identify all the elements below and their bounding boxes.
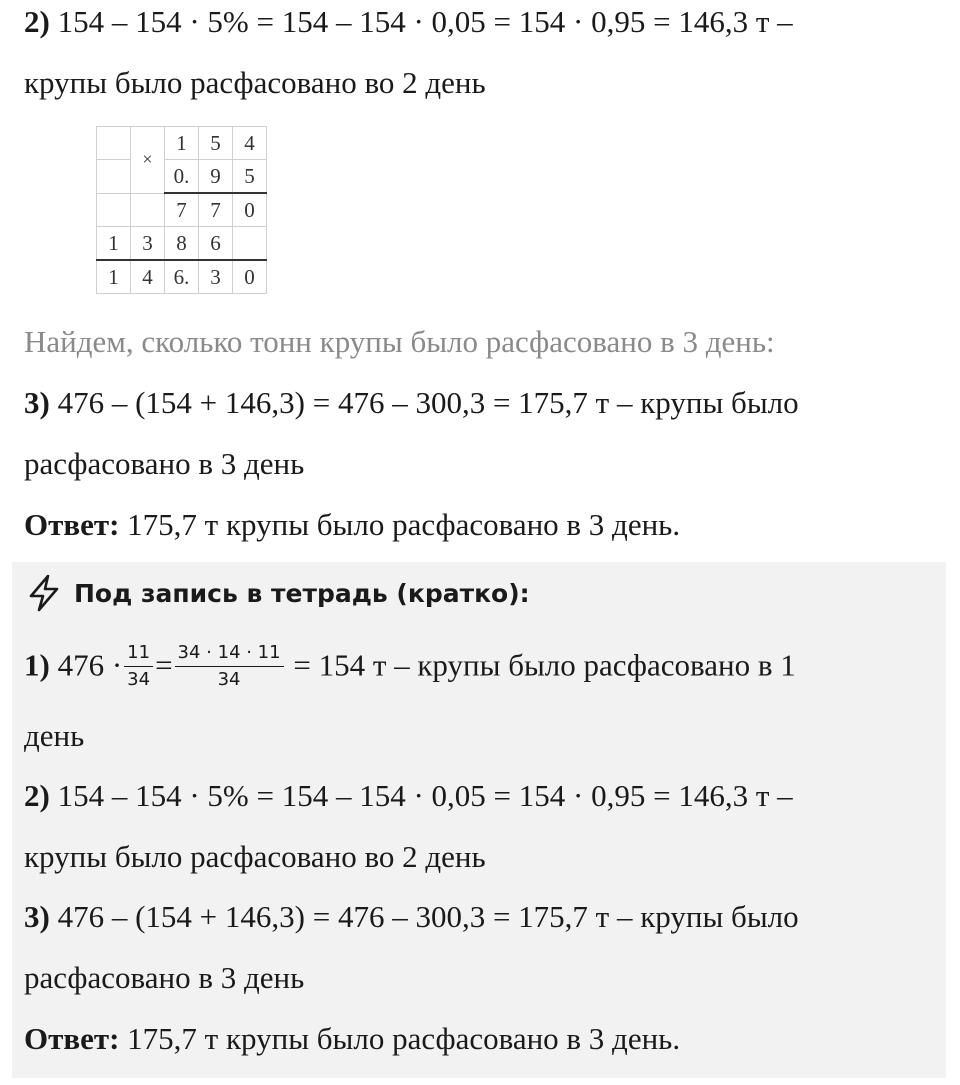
fraction-denominator: 34 [217,669,241,690]
notebook-header [24,573,530,613]
grid-cell: 1 [97,227,131,261]
grid-cell: 0 [233,193,267,227]
nb-answer-text: 175,7 т крупы было расфасовано в 3 день. [127,1021,681,1056]
step3-continuation: расфасовано в 3 день [24,446,305,481]
notebook-summary-box [12,562,946,1078]
nb-step3-line [24,897,799,937]
step3-number: 3) [24,385,50,420]
nb-step1-line [24,644,796,693]
nb-step3-number: 3) [24,899,50,934]
grid-cell: 7 [199,193,233,227]
nb-step2-number: 2) [24,778,50,813]
multiply-sign: × [131,127,165,194]
grid-cell: 4 [233,127,267,160]
grid-cell [97,193,131,227]
nb-answer-line [24,1019,680,1059]
find-day3-heading: Найдем, сколько тонн крупы было расфасовано в 3 день: [24,324,775,359]
nb-step1-number: 1) [24,647,50,683]
grid-cell: 8 [165,227,199,261]
grid-cell [97,160,131,194]
fraction-numerator: 11 [124,642,153,667]
grid-cell [233,227,267,261]
answer-line [24,505,680,545]
lightning-icon [24,573,64,613]
grid-cell [97,127,131,160]
nb-answer-label: Ответ: [24,1021,120,1056]
grid-cell [131,193,165,227]
step2-line [24,2,793,42]
nb-step2-continuation: крупы было расфасовано во 2 день [24,839,486,874]
fraction-product [175,642,284,691]
multiplication-grid [96,126,267,294]
grid-cell: 3 [131,227,165,261]
fraction-denominator: 34 [127,669,151,690]
fraction-numerator: 34 · 14 · 11 [175,642,284,667]
nb-step1-continuation: день [24,718,85,753]
grid-cell: 1 [97,260,131,294]
nb-step1-eq: = [155,647,173,683]
nb-step2-line [24,776,793,816]
notebook-title: Под запись в тетрадь (кратко): [74,578,530,608]
grid-cell: 7 [165,193,199,227]
grid-cell: 4 [131,260,165,294]
answer-label: Ответ: [24,507,120,542]
grid-cell: 5 [233,160,267,194]
step3-line [24,383,799,423]
grid-cell: 6 [199,227,233,261]
step2-number: 2) [24,4,50,39]
grid-cell: 6. [165,260,199,294]
nb-step1-pre: 476 · [57,647,123,683]
fraction-11-34 [124,642,153,691]
nb-step3-continuation: расфасовано в 3 день [24,960,305,995]
nb-step2-expression: 154 – 154 · 5% = 154 – 154 · 0,05 = 154 · 0,95 = 146,3 т – [57,778,793,813]
grid-cell: 0 [233,260,267,294]
step3-expression: 476 – (154 + 146,3) = 476 – 300,3 = 175,7 т – крупы было [57,385,799,420]
nb-step1-post: = 154 т – крупы было расфасовано в 1 [293,647,796,683]
nb-step3-expression: 476 – (154 + 146,3) = 476 – 300,3 = 175,7 т – крупы было [57,899,799,934]
grid-cell: 5 [199,127,233,160]
answer-text: 175,7 т крупы было расфасовано в 3 день. [127,507,681,542]
grid-cell: 9 [199,160,233,194]
grid-cell: 1 [165,127,199,160]
grid-cell: 0. [165,160,199,194]
step2-expression: 154 – 154 · 5% = 154 – 154 · 0,05 = 154 · 0,95 = 146,3 т – [57,4,793,39]
grid-cell: 3 [199,260,233,294]
step2-continuation: крупы было расфасовано во 2 день [24,65,486,100]
